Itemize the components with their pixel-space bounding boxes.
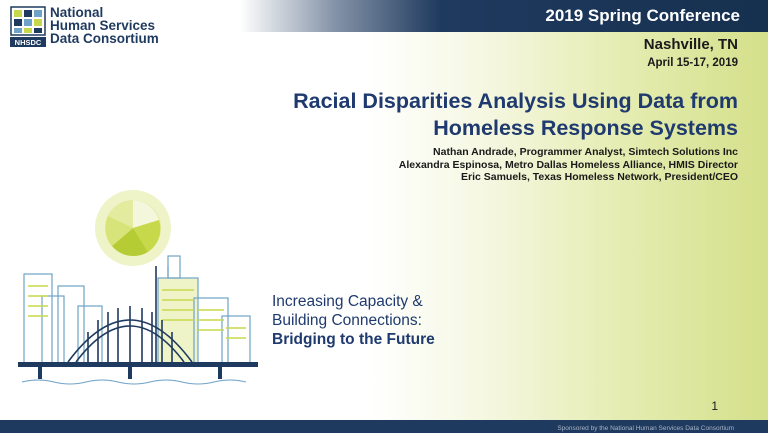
svg-text:NHSDC: NHSDC <box>14 38 42 47</box>
tagline-line-1: Increasing Capacity & <box>272 293 423 310</box>
tagline-line-2: Building Connections: <box>272 312 422 329</box>
water <box>22 380 246 384</box>
presenter-1: Nathan Andrade, Programmer Analyst, Simtech Solutions Inc <box>433 146 738 158</box>
conference-dates: April 15-17, 2019 <box>647 57 738 69</box>
logo-line-3: Data Consortium <box>50 31 159 46</box>
presenter-3: Eric Samuels, Texas Homeless Network, President/CEO <box>460 171 738 183</box>
nhsdc-logo-icon <box>10 6 46 48</box>
presenter-2: Alexandra Espinosa, Metro Dallas Homeless Alliance, HMIS Director <box>398 158 738 171</box>
logo-line-2: Human Services <box>50 18 156 33</box>
presenter-list <box>399 146 738 184</box>
logo-line-1: National <box>50 5 104 20</box>
building-windows <box>28 286 246 338</box>
nhsdc-logo <box>10 6 159 48</box>
sponsor-text: Sponsored by the National Human Services Data Consortium <box>557 425 734 432</box>
city-skyline-illustration <box>8 186 263 386</box>
header-bar <box>240 0 768 32</box>
title-line-1: Racial Disparities Analysis Using Data from <box>293 89 738 113</box>
conference-location: Nashville, TN <box>643 36 738 53</box>
slide-number: 1 <box>711 399 718 413</box>
title-line-2: Homeless Response Systems <box>433 116 738 140</box>
conference-title: 2019 Spring Conference <box>545 6 740 25</box>
logo-wordmark <box>50 6 159 45</box>
tagline-line-3: Bridging to the Future <box>272 331 435 348</box>
presentation-title <box>218 88 738 142</box>
footer-bar <box>0 420 768 433</box>
bridge-deck <box>18 362 258 379</box>
conference-tagline <box>272 292 435 349</box>
sun-pie-icon <box>95 190 171 266</box>
